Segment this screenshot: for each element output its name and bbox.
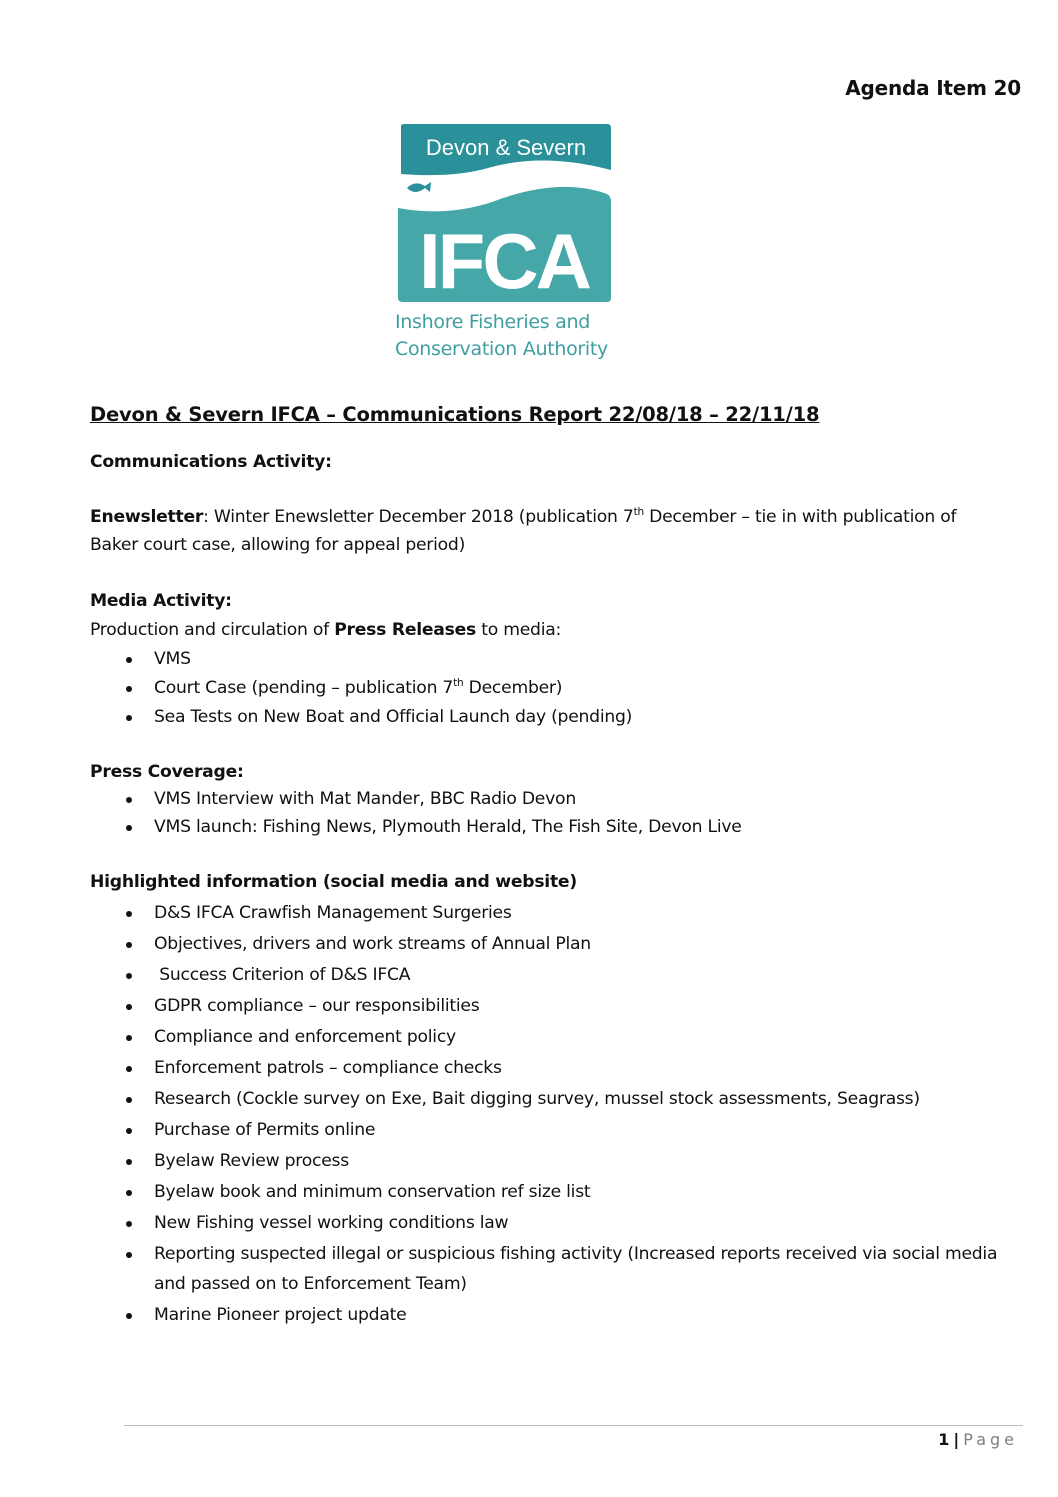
page-footer [938, 1430, 1018, 1449]
report-title: Devon & Severn IFCA – Communications Report 22/08/18 – 22/11/18 [90, 403, 820, 426]
list-item: New Fishing vessel working conditions law [90, 1208, 1030, 1239]
list-item: D&S IFCA Crawfish Management Surgeries [90, 898, 1030, 929]
press-coverage-heading: Press Coverage: [90, 762, 244, 782]
enewsletter-text-1: : Winter Enewsletter December 2018 (publication 7 [203, 507, 634, 527]
list-item: Court Case (pending – publication 7th December) [90, 674, 632, 703]
press-release-list [90, 645, 632, 732]
enewsletter-text-2: December – tie in with publication of [643, 507, 957, 527]
footer-separator: | [953, 1430, 960, 1449]
media-activity-heading: Media Activity: [90, 591, 232, 611]
enewsletter-line-2: Baker court case, allowing for appeal period) [90, 535, 466, 555]
logo-tagline-line1: Inshore Fisheries and [395, 311, 590, 333]
media-intro-bold: Press Releases [334, 620, 477, 640]
highlighted-info-heading: Highlighted information (social media and website) [90, 872, 577, 892]
logo-top-text: Devon & Severn [425, 135, 587, 160]
media-intro-before: Production and circulation of [90, 620, 335, 640]
list-item: Research (Cockle survey on Exe, Bait digging survey, mussel stock assessments, Seagrass) [90, 1084, 1030, 1115]
enewsletter-sup: th [633, 506, 644, 518]
list-item: Objectives, drivers and work streams of Annual Plan [90, 929, 1030, 960]
logo-tagline [395, 309, 635, 363]
list-item: Success Criterion of D&S IFCA [90, 960, 1030, 991]
list-item: Purchase of Permits online [90, 1115, 1030, 1146]
list-item: Byelaw Review process [90, 1146, 1030, 1177]
list-item: Enforcement patrols – compliance checks [90, 1053, 1030, 1084]
logo-main-text: IFCA [419, 217, 589, 305]
media-intro [90, 620, 561, 640]
list-item: GDPR compliance – our responsibilities [90, 991, 1030, 1022]
list-item: Sea Tests on New Boat and Official Launch day (pending) [90, 703, 632, 732]
communications-activity-heading: Communications Activity: [90, 452, 332, 472]
highlighted-info-list [90, 898, 1030, 1331]
press-coverage-list [90, 786, 742, 841]
list-item: Reporting suspected illegal or suspicious fishing activity (Increased reports received via social media and passed on to Enforcement Team) [90, 1239, 1030, 1300]
list-item: Compliance and enforcement policy [90, 1022, 1030, 1053]
page-number: 1 [938, 1430, 950, 1449]
list-item: Marine Pioneer project update [90, 1300, 1030, 1331]
list-item: VMS [90, 645, 632, 674]
logo-tagline-line2: Conservation Authority [395, 338, 608, 360]
page-label: Page [963, 1430, 1018, 1449]
list-item: VMS launch: Fishing News, Plymouth Herald, The Fish Site, Devon Live [90, 814, 742, 842]
agenda-item-label: Agenda Item 20 [845, 76, 1021, 100]
media-intro-after: to media: [476, 620, 562, 640]
list-item: Byelaw book and minimum conservation ref size list [90, 1177, 1030, 1208]
enewsletter-paragraph [90, 507, 956, 527]
fish-icon [407, 182, 431, 192]
enewsletter-label: Enewsletter [90, 507, 204, 527]
list-item: VMS Interview with Mat Mander, BBC Radio Devon [90, 786, 742, 814]
footer-divider [124, 1425, 1023, 1426]
